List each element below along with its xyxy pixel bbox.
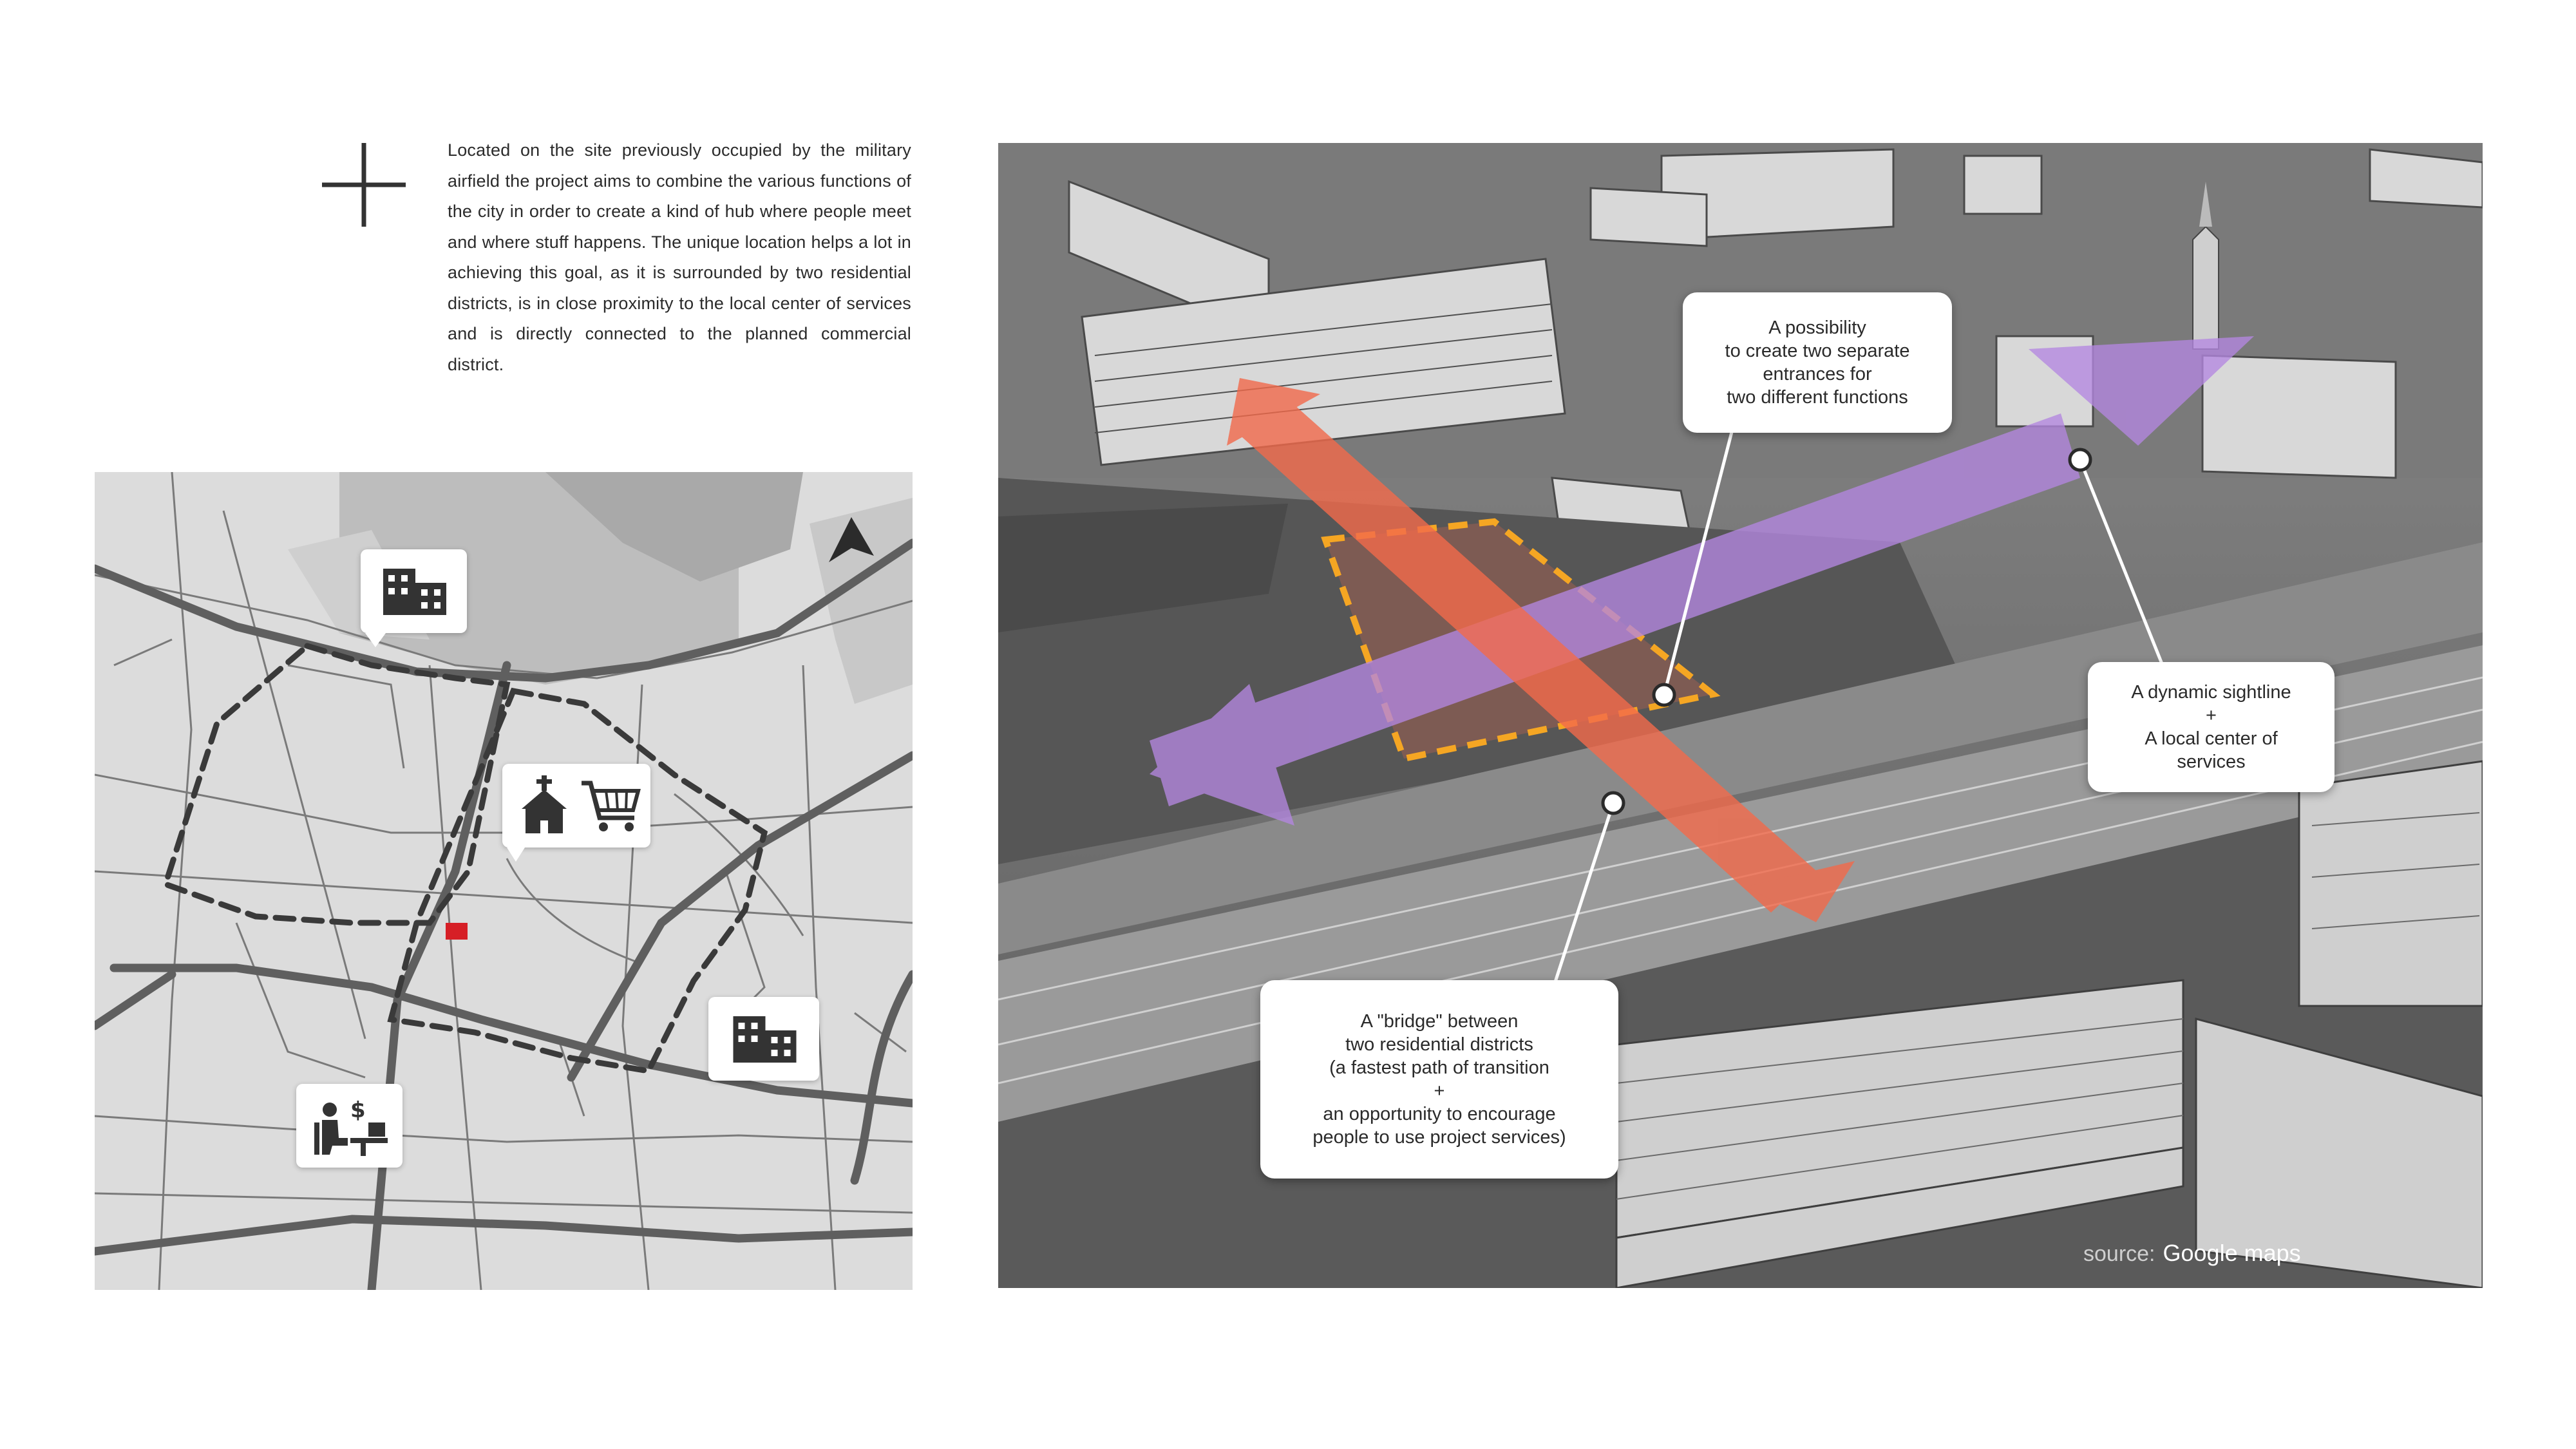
callout-sightline [2088, 662, 2334, 792]
shopping-cart-icon [576, 764, 647, 848]
callout-dot-entrances [1654, 685, 1674, 705]
office-building-icon [361, 549, 467, 633]
source-value: Google maps [2163, 1240, 2301, 1266]
office-worker-icon [296, 1084, 402, 1168]
callout-entrances-text: A possibility to create two separate entrances for two different functions [1725, 317, 1910, 408]
callout-entrances [1683, 292, 1952, 433]
plus-icon [322, 143, 406, 227]
workplace-bubble [296, 1084, 402, 1168]
context-map [95, 472, 913, 1290]
source-label: source: [2083, 1242, 2155, 1266]
callout-dot-sightline [2070, 450, 2090, 470]
callout-dot-bridge [1603, 793, 1624, 813]
bubble-pointer [365, 633, 386, 647]
office-bubble-north [361, 549, 467, 633]
map-drawing [95, 472, 913, 1290]
project-site-marker [446, 923, 468, 940]
callout-sightline-text: A dynamic sightline + A local center of services [2131, 682, 2291, 772]
office-building-icon [708, 997, 819, 1081]
intro-paragraph: Located on the site previously occupied by the military airfield the project aims to combine the various functions of the city in order to create a kind of hub where people meet and where stuff happens. The unique location helps a lot in achieving this goal, as it is surrounded by two residential districts, is in close proximity to the local center of services and is directly connected to the planned commercial district. [448, 140, 911, 374]
services-bubble [502, 764, 650, 848]
aerial-diagram [998, 143, 2483, 1288]
dollar-icon: $ [350, 1097, 366, 1123]
callout-bridge [1260, 980, 1618, 1179]
callout-bridge-text: A "bridge" between two residential districts (a fastest path of transition + an opportunity to encourage people to use project services) [1312, 1011, 1566, 1148]
office-bubble-east [708, 997, 819, 1081]
image-source [2083, 1240, 2301, 1267]
